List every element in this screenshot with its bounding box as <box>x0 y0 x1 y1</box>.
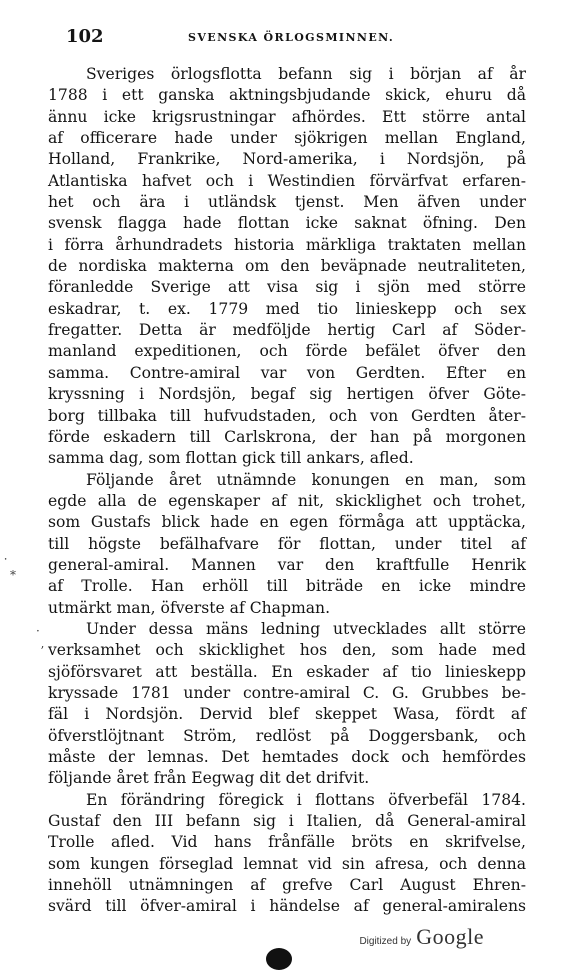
margin-marks <box>0 550 44 660</box>
text-line: till högste befälhafvare för flottan, under titel af <box>48 534 526 553</box>
text-line: svensk flagga hade flottan icke saknat öfning. Den <box>48 214 526 233</box>
text-line: måste der lemnas. Det hemtades dock och hemfördes <box>48 748 526 766</box>
text-line: samma dag, som flottan gick till ankars, afled. <box>48 449 414 468</box>
text-line: de nordiska makterna om den beväpnade neutraliteten, <box>48 257 526 276</box>
text-line: egde alla de egenskaper af nit, skicklighet och trohet, <box>48 491 526 510</box>
text-line: verksamhet och skicklighet hos den, som hade med <box>48 641 526 660</box>
ink-speck-icon: ⁎ <box>10 564 16 578</box>
text-line: 1788 i ett ganska aktningsbjudande skick, ehuru då <box>48 86 526 105</box>
text-line: innehöll utnämningen af grefve Carl August Ehren- <box>48 876 526 895</box>
text-line: eskadrar, t. ex. 1779 med tio linieskepp och sex <box>48 299 526 318</box>
text-line: ännu icke krigsrustningar afhördes. Ett större antal <box>48 107 526 126</box>
ink-blot <box>266 948 292 970</box>
text-line: svärd till öfver-amiral i händelse af general-amiralens <box>48 897 526 916</box>
text-line: Gustaf den III befann sig i Italien, då General-amiral <box>48 812 526 831</box>
body-text <box>48 64 526 918</box>
text-line: öfverstlöjtnant Ström, redlöst på Doggersbank, och <box>48 726 526 745</box>
google-logo: Google <box>416 924 484 949</box>
text-line: utmärkt man, öfverste af Chapman. <box>48 598 331 617</box>
text-line: sjöförsvaret att beställa. En eskader af tio linieskepp <box>48 662 526 681</box>
text-line: följande året från Eegwag dit det drifvit. <box>48 769 370 788</box>
text-line: som Gustafs blick hade en egen förmåga att upptäcka, <box>48 513 526 532</box>
page-header <box>48 26 526 50</box>
digitized-by-google-watermark <box>359 924 484 954</box>
text-line: som kungen förseglad lemnat vid sin afresa, och denna <box>48 854 526 873</box>
text-line: i förra århundradets historia märkliga traktaten mellan <box>48 235 526 254</box>
page-number: 102 <box>66 26 104 47</box>
digitized-label: Digitized by <box>359 936 412 947</box>
text-line: Följande året utnämnde konungen en man, som <box>86 470 526 489</box>
ink-speck-icon: ʼ <box>40 644 44 658</box>
text-line: Under dessa mäns ledning utvecklades allt större <box>86 619 526 638</box>
text-line: föranledde Sverige att visa sig i sjön med större <box>48 278 526 297</box>
ink-speck-icon: · <box>36 624 40 638</box>
text-line: general-amiral. Mannen var den kraftfulle Henrik <box>48 555 526 574</box>
text-line: fäl i Nordsjön. Dervid blef skeppet Wasa, fördt af <box>48 705 526 724</box>
text-line: Sveriges örlogsflotta befann sig i början af år <box>86 65 526 83</box>
text-line: het och ära i utländsk tjenst. Men äfven under <box>48 193 526 212</box>
text-line: Holland, Frankrike, Nord-amerika, i Nordsjön, på <box>48 150 526 169</box>
text-line: kryssade 1781 under contre-amiral C. G. Grubbes be- <box>48 683 526 702</box>
text-line: kryssning i Nordsjön, begaf sig hertigen öfver Göte- <box>48 385 526 404</box>
text-line: fregatter. Detta är medföljde hertig Carl af Söder- <box>48 321 526 340</box>
text-line: En förändring föregick i flottans öfverbefäl 1784. <box>86 790 526 809</box>
text-line: Trolle afled. Vid hans frånfälle bröts en skrifvelse, <box>48 833 526 852</box>
text-line: förde eskadern till Carlskrona, der han på morgonen <box>48 427 526 446</box>
text-line: samma. Contre-amiral var von Gerdten. Efter en <box>48 363 526 382</box>
text-line: af Trolle. Han erhöll till biträde en icke mindre <box>48 577 526 596</box>
ink-speck-icon: ⸱ <box>4 552 8 566</box>
text-line: manland expeditionen, och förde befälet öfver den <box>48 342 526 361</box>
running-title: SVENSKA ÖRLOGSMINNEN. <box>188 31 395 44</box>
text-line: Atlantiska hafvet och i Westindien förvärfvat erfaren- <box>48 171 526 190</box>
text-line: borg tillbaka till hufvudstaden, och von Gerdten åter- <box>48 406 526 425</box>
text-line: af officerare hade under sjökrigen mellan England, <box>48 129 526 148</box>
